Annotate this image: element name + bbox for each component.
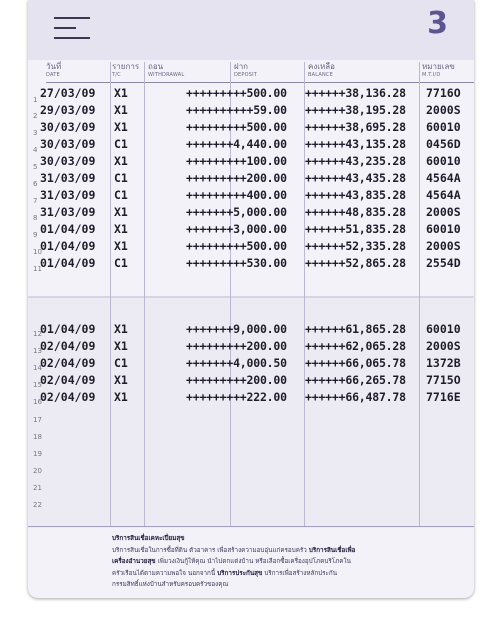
txn-code: X1 [114,322,128,336]
txn-balance: ++++++38,195.28 [305,103,406,117]
transaction-row [28,322,474,338]
row-number: 15 [33,381,42,389]
menu-icon [54,17,90,45]
txn-balance: ++++++66,065.78 [305,356,406,370]
transaction-row [28,373,474,389]
header-date: วันที่ DATE [46,62,62,78]
row-number: 5 [33,163,38,171]
transaction-row [28,86,474,102]
row-number: 9 [33,231,38,239]
txn-terminal: 7715O [426,373,461,387]
txn-date: 31/03/09 [40,188,96,202]
transaction-row [28,239,474,255]
row-number: 6 [33,180,38,188]
transaction-row [28,120,474,136]
txn-balance: ++++++38,136.28 [305,86,406,100]
row-number: 19 [33,450,42,458]
txn-date: 29/03/09 [40,103,96,117]
txn-code: X1 [114,373,128,387]
txn-terminal: 2000S [426,239,461,253]
passbook-page [28,0,474,598]
txn-amount: +++++++++200.00 [186,373,287,387]
header-balance: คงเหลือ BALANCE [308,62,335,78]
txn-code: C1 [114,188,128,202]
txn-code: C1 [114,256,128,270]
txn-balance: ++++++51,835.28 [305,222,406,236]
txn-terminal: 2000S [426,103,461,117]
txn-code: C1 [114,356,128,370]
txn-amount: +++++++++200.00 [186,339,287,353]
transaction-row [28,137,474,153]
txn-terminal: 1372B [426,356,461,370]
txn-amount: +++++++++222.00 [186,390,287,404]
row-number: 1 [33,96,38,104]
txn-date: 02/04/09 [40,373,96,387]
promo-title: บริการสินเชื่อเคหะเปี่ยมสุข [112,535,185,542]
txn-date: 30/03/09 [40,137,96,151]
transaction-row [28,339,474,355]
transaction-row [28,188,474,204]
transaction-row [28,154,474,170]
txn-code: X1 [114,390,128,404]
transaction-row [28,256,474,272]
row-number: 22 [33,501,42,509]
txn-balance: ++++++43,235.28 [305,154,406,168]
txn-amount: +++++++3,000.00 [186,222,287,236]
txn-terminal: 60010 [426,120,461,134]
txn-code: X1 [114,154,128,168]
txn-amount: +++++++++200.00 [186,171,287,185]
txn-terminal: 60010 [426,154,461,168]
txn-terminal: 4564A [426,188,461,202]
txn-date: 01/04/09 [40,222,96,236]
txn-terminal: 2000S [426,339,461,353]
transaction-row [28,390,474,406]
header-terminal: หมายเลข M.T.I/D [422,62,455,78]
txn-date: 02/04/09 [40,339,96,353]
txn-code: C1 [114,137,128,151]
txn-code: X1 [114,103,128,117]
txn-amount: +++++++5,000.00 [186,205,287,219]
row-number: 16 [33,398,42,406]
row-number: 13 [33,347,42,355]
txn-code: X1 [114,339,128,353]
txn-date: 01/04/09 [40,322,96,336]
txn-terminal: 60010 [426,222,461,236]
transaction-row [28,103,474,119]
txn-date: 01/04/09 [40,239,96,253]
txn-code: X1 [114,120,128,134]
row-number: 2 [33,112,38,120]
row-number: 17 [33,416,42,424]
txn-balance: ++++++66,487.78 [305,390,406,404]
transaction-row [28,356,474,372]
transaction-row [28,222,474,238]
row-number: 21 [33,484,42,492]
txn-balance: ++++++66,265.78 [305,373,406,387]
page-number: 3 [427,6,448,41]
row-number: 11 [33,265,42,273]
txn-date: 02/04/09 [40,356,96,370]
promo-text: บริการสินเชื่อเคหะเปี่ยมสุข บริการสินเชื่อในการซื้อที่ดิน ตัวอาคาร เพื่อสร้างความอบอุ่นแก่ครอบครัว บริการสินเชื่อเพื่อ เครื่องอำนวยสุข เพิ่มวงเงินกู้ให้คุณ นำไปตกแต่งบ้าน หรือเลือกซื้อเครื่องอุปโภคบริโภคใน ครัวเรือนได้ตามความพอใจ นอกจากนี้ บริการประกันสุข บริการเพื่อสร้างหลักประกัน กรรมสิทธิ์แห่งบ้านสำหรับครอบครัวของคุณ [112,535,356,589]
txn-date: 31/03/09 [40,205,96,219]
txn-terminal: 7716E [426,390,461,404]
transaction-row [28,171,474,187]
txn-code: X1 [114,86,128,100]
txn-code: C1 [114,171,128,185]
txn-amount: +++++++++500.00 [186,120,287,134]
txn-terminal: 2554D [426,256,461,270]
txn-terminal: 4564A [426,171,461,185]
row-number: 18 [33,433,42,441]
txn-balance: ++++++52,865.28 [305,256,406,270]
row-number: 3 [33,129,38,137]
txn-amount: +++++++++100.00 [186,154,287,168]
txn-balance: ++++++61,865.28 [305,322,406,336]
txn-balance: ++++++38,695.28 [305,120,406,134]
txn-balance: ++++++62,065.28 [305,339,406,353]
txn-amount: +++++++++500.00 [186,86,287,100]
txn-balance: ++++++52,335.28 [305,239,406,253]
txn-terminal: 60010 [426,322,461,336]
txn-amount: +++++++4,000.50 [186,356,287,370]
txn-amount: +++++++++530.00 [186,256,287,270]
transaction-row [28,205,474,221]
txn-date: 01/04/09 [40,256,96,270]
promo-footer [28,526,474,599]
txn-date: 02/04/09 [40,390,96,404]
page-fold [28,296,474,298]
header-band [28,0,474,60]
txn-date: 30/03/09 [40,120,96,134]
row-number: 7 [33,197,38,205]
txn-amount: +++++++9,000.00 [186,322,287,336]
txn-balance: ++++++48,835.28 [305,205,406,219]
row-number: 14 [33,364,42,372]
txn-terminal: 0456D [426,137,461,151]
header-withdrawal: ถอน WITHDRAWAL [148,62,185,78]
txn-amount: ++++++++++59.00 [186,103,287,117]
txn-amount: +++++++4,440.00 [186,137,287,151]
txn-code: X1 [114,222,128,236]
txn-terminal: 7716O [426,86,461,100]
txn-code: X1 [114,205,128,219]
txn-date: 31/03/09 [40,171,96,185]
row-number: 8 [33,214,38,222]
txn-date: 27/03/09 [40,86,96,100]
header-deposit: ฝาก DEPOSIT [234,62,258,78]
txn-amount: +++++++++400.00 [186,188,287,202]
txn-balance: ++++++43,135.28 [305,137,406,151]
row-number: 10 [33,248,42,256]
row-number: 4 [33,146,38,154]
row-number: 20 [33,467,42,475]
txn-code: X1 [114,239,128,253]
txn-terminal: 2000S [426,205,461,219]
row-number: 12 [33,330,42,338]
header-code: รายการ T/C [112,62,140,78]
txn-amount: +++++++++500.00 [186,239,287,253]
txn-balance: ++++++43,435.28 [305,171,406,185]
txn-date: 30/03/09 [40,154,96,168]
txn-balance: ++++++43,835.28 [305,188,406,202]
